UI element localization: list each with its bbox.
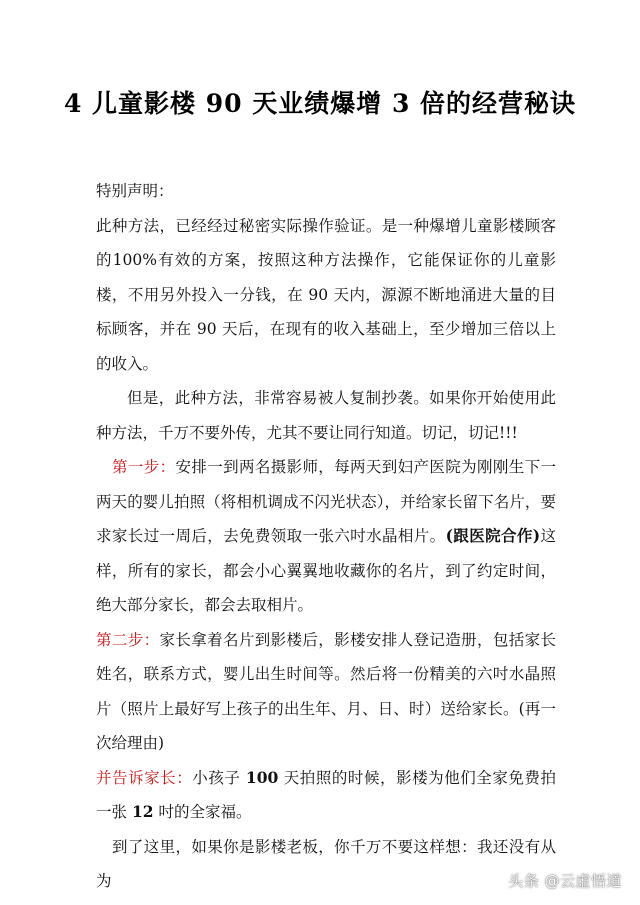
page-title: 4 儿童影楼 90 天业绩爆增 3 倍的经营秘诀 xyxy=(63,89,577,118)
step-1-text-bold: (跟医院合作) xyxy=(445,526,541,545)
declaration-heading: 特别声明： xyxy=(96,182,174,200)
step-2-paragraph xyxy=(96,623,556,761)
step-3-text-bold-2: 12 xyxy=(131,802,154,821)
document-body xyxy=(96,174,556,899)
step-1-text-a: 安排一到两名摄影师，每两天到妇产医院为刚刚生下一两天的婴儿拍照（将相机调成不闪光状态），并给家长留下名片，要求家长过一周后，去免费领取一张六吋水晶相片。 xyxy=(96,458,556,545)
step-3-text-bold-1: 100 xyxy=(245,767,279,787)
paragraph-last: 到了这里，如果你是影楼老板，你千万不要这样想：我还没有从为 xyxy=(96,837,556,890)
step-3-text-c: 吋的全家福。 xyxy=(153,803,252,821)
step-3-label: 并告诉家长： xyxy=(96,768,193,787)
step-2-label: 第二步： xyxy=(96,630,160,649)
step-3-text-a: 小孩子 xyxy=(192,768,246,787)
step-3-text-b: 天拍照的时候，影楼为他们全家免费拍一张 xyxy=(96,768,556,821)
paragraph-1: 此种方法，已经经过秘密实际操作验证。是一种爆增儿童影楼顾客的100%有效的方案，按照这种方法操作，它能保证你的儿童影楼，不用另外投入一分钱，在 90 天内，源源不断地涌进大量的目标顾客，并在 90 天后，在现有的收入基础上，至少增加三倍以上的收入。 xyxy=(96,216,556,373)
step-3-paragraph xyxy=(96,761,556,830)
step-1-paragraph xyxy=(96,450,556,623)
source-watermark: 头条 @云虚悟道 xyxy=(508,872,622,890)
paragraph-2: 但是，此种方法，非常容易被人复制抄袭。如果你开始使用此种方法，千万不要外传，尤其不要让同行知道。切记，切记!!! xyxy=(96,389,556,442)
step-2-text: 家长拿着名片到影楼后，影楼安排人登记造册，包括家长姓名，联系方式，婴儿出生时间等。然后将一份精美的六吋水晶照片（照片上最好写上孩子的出生年、月、日、时）送给家长。(再一次给理由) xyxy=(96,630,556,752)
step-1-label: 第一步： xyxy=(112,458,176,476)
step-1-text-b: 这样，所有的家长，都会小心翼翼地收藏你的名片，到了约定时间，绝大部分家长，都会去取相片。 xyxy=(96,527,556,614)
